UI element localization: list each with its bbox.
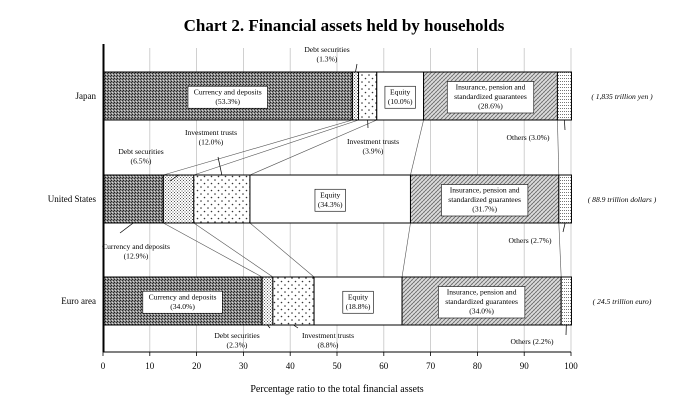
label-united-states-debt-securities-line-0: Debt securities [118, 147, 164, 156]
tick-label-80: 80 [472, 361, 482, 371]
label-japan-equity-line-0: Equity [390, 87, 411, 97]
label-united-states-insurance-pension-and-standardized-guarantees-line-0: Insurance, pension and [449, 185, 520, 195]
bar-united-states-others [559, 175, 572, 223]
bar-united-states-currency-and-deposits [103, 175, 163, 223]
label-united-states-currency-and-deposits-leader [120, 223, 133, 233]
connector-japan-4 [410, 120, 423, 175]
tick-label-40: 40 [285, 361, 295, 371]
connector-united-states-3 [250, 223, 314, 277]
label-japan-insurance-pension-and-standardized-guarantees-line-1: standardized guarantees [454, 92, 527, 101]
label-euro-area-insurance-pension-and-standardized-guarantees-line-1: standardized guarantees [445, 297, 518, 306]
total-label-japan: ( 1,835 trillion yen ) [591, 92, 653, 101]
tick-label-0: 0 [100, 361, 106, 371]
bar-japan-investment-trusts [359, 72, 377, 120]
label-japan-currency-and-deposits-line-1: (53.3%) [215, 96, 241, 106]
label-japan-others: Others (3.0%) [506, 133, 550, 142]
category-label-euro-area: Euro area [61, 296, 96, 306]
bar-united-states-debt-securities [163, 175, 193, 223]
connector-japan-3 [250, 120, 377, 175]
label-euro-area-debt-securities-line-0: Debt securities [214, 331, 260, 340]
tick-label-60: 60 [379, 361, 389, 371]
label-euro-area-investment-trusts-line-0: Investment trusts [301, 331, 355, 340]
label-euro-area-currency-and-deposits-line-1: (34.0%) [170, 301, 195, 311]
label-united-states-debt-securities-line-1: (6.5%) [130, 156, 152, 166]
label-united-states-currency-and-deposits-line-0: Currency and deposits [102, 242, 170, 251]
label-japan-debt-securities-leader [355, 64, 357, 72]
category-label-japan: Japan [75, 91, 96, 101]
connector-united-states-1 [163, 223, 262, 277]
tick-label-10: 10 [145, 361, 155, 371]
label-euro-area-investment-trusts-line-1: (8.8%) [317, 340, 339, 350]
total-label-euro-area: ( 24.5 trillion euro) [592, 297, 652, 306]
label-japan-investment-trusts-line-1: (3.9%) [362, 146, 384, 156]
label-united-states-currency-and-deposits-line-1: (12.9%) [123, 251, 149, 261]
chart-title: Chart 2. Financial assets held by households [183, 16, 505, 35]
label-euro-area-equity-line-1: (18.8%) [345, 301, 371, 311]
tick-label-100: 100 [564, 361, 578, 371]
category-labels [48, 91, 97, 306]
x-axis-ticks [101, 352, 579, 371]
label-united-states-others: Others (2.7%) [508, 236, 552, 245]
label-united-states-insurance-pension-and-standardized-guarantees-line-1: standardized guarantees [448, 195, 522, 204]
label-united-states-equity-line-1: (34.3%) [317, 199, 343, 209]
x-axis-label: Percentage ratio to the total financial assets [250, 384, 424, 395]
label-japan-insurance-pension-and-standardized-guarantees-line-0: Insurance, pension and [455, 82, 526, 92]
bar-euro-area-others [561, 277, 571, 325]
connector-japan-5 [557, 120, 558, 175]
tick-label-20: 20 [192, 361, 202, 371]
label-euro-area-insurance-pension-and-standardized-guarantees-line-0: Insurance, pension and [446, 287, 517, 297]
bar-japan-debt-securities [352, 72, 358, 120]
tick-label-70: 70 [426, 361, 436, 371]
total-label-united-states: ( 88.9 trillion dollars ) [587, 195, 657, 204]
label-united-states-others-leader [563, 223, 565, 232]
label-euro-area-insurance-pension-and-standardized-guarantees-line-2: (34.0%) [469, 306, 494, 316]
tick-label-30: 30 [238, 361, 248, 371]
bar-japan-others [557, 72, 571, 120]
label-united-states-insurance-pension-and-standardized-guarantees-line-2: (31.7%) [472, 204, 497, 214]
connector-united-states-4 [402, 223, 410, 277]
label-euro-area-equity-line-0: Equity [347, 292, 369, 302]
tick-label-50: 50 [332, 361, 342, 371]
label-japan-investment-trusts-line-0: Investment trusts [346, 137, 400, 146]
label-united-states-investment-trusts-line-1: (12.0%) [198, 137, 224, 147]
connector-united-states-5 [559, 223, 561, 277]
total-labels [588, 92, 657, 306]
tick-label-90: 90 [519, 361, 529, 371]
label-japan-debt-securities-line-0: Debt securities [304, 45, 350, 54]
bar-euro-area-investment-trusts [273, 277, 314, 325]
bar-euro-area-debt-securities [262, 277, 273, 325]
bar-united-states-investment-trusts [194, 175, 250, 223]
label-euro-area-others: Others (2.2%) [510, 337, 554, 346]
label-japan-insurance-pension-and-standardized-guarantees-line-2: (28.6%) [478, 101, 503, 111]
category-label-united-states: United States [47, 194, 96, 204]
label-japan-others-leader [564, 120, 565, 130]
label-japan-debt-securities-line-1: (1.3%) [316, 54, 338, 64]
label-euro-area-currency-and-deposits-line-0: Currency and deposits [148, 292, 217, 302]
label-japan-currency-and-deposits-line-0: Currency and deposits [193, 87, 262, 97]
label-japan-equity-line-1: (10.0%) [387, 96, 413, 106]
label-euro-area-debt-securities-line-1: (2.3%) [226, 340, 248, 350]
label-united-states-equity-line-0: Equity [320, 190, 341, 200]
label-united-states-investment-trusts-line-0: Investment trusts [184, 128, 238, 137]
connector-united-states-2 [194, 223, 273, 277]
